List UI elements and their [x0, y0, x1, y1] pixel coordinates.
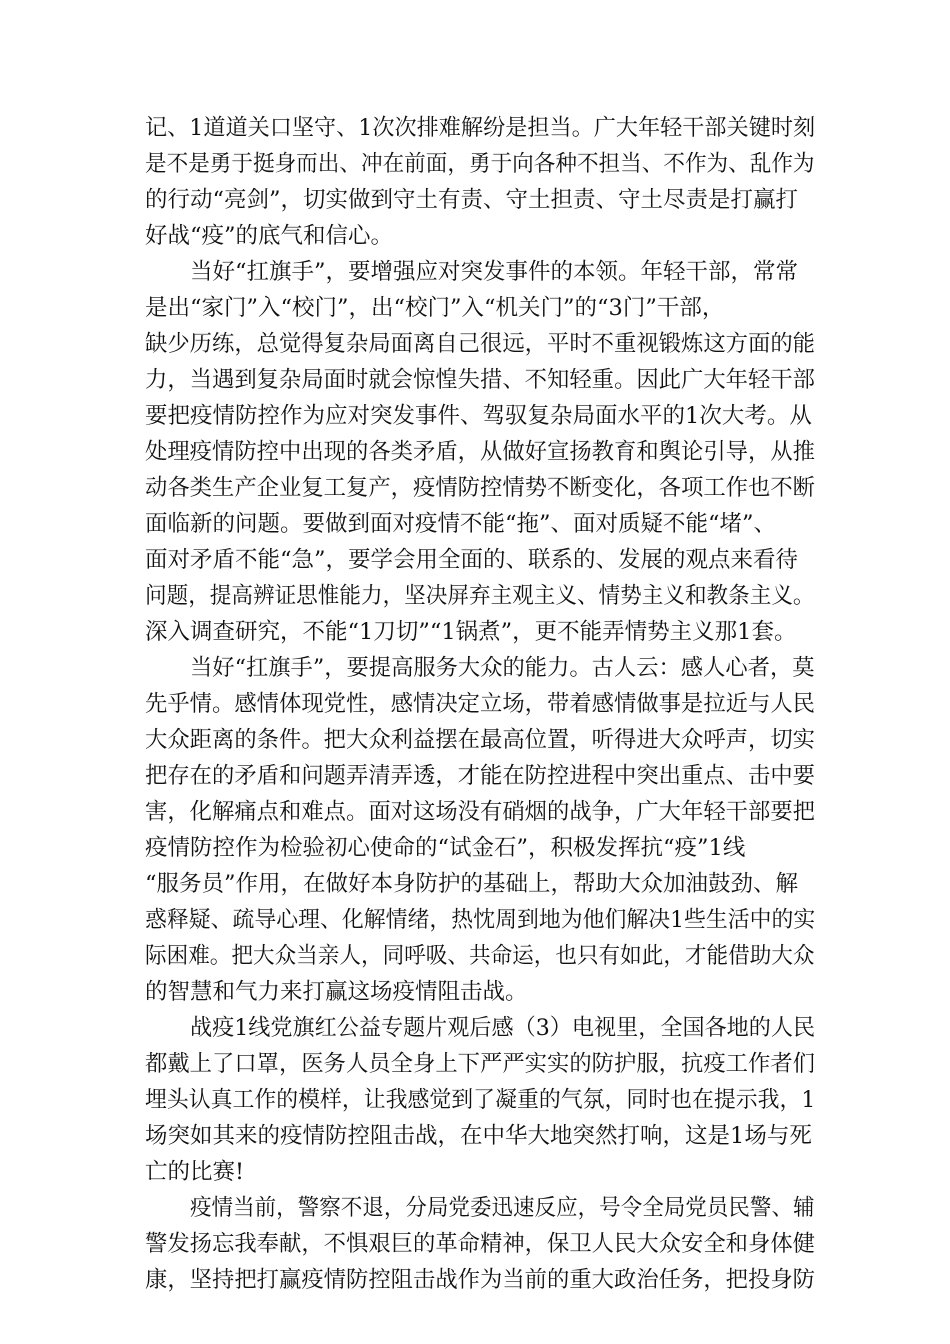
text-line: 埋头认真工作的模样，让我感觉到了凝重的气氛，同时也在提示我，1	[145, 1087, 816, 1113]
text-line: 把存在的矛盾和问题弄清弄透，才能在防控进程中突出重点、击中要	[145, 763, 816, 789]
text-line: 面临新的问题。要做到面对疫情不能“拖”、面对质疑不能“堵”、	[145, 511, 777, 537]
paragraph-first-line: 战疫1线党旗红公益专题片观后感（3）电视里，全国各地的人民	[190, 1015, 816, 1041]
text-line: 问题，提高辨证思惟能力，坚决屏弃主观主义、情势主义和教条主义。	[145, 583, 815, 609]
text-line: 记、1道道关口坚守、1次次排难解纷是担当。广大年轻干部关键时刻	[145, 115, 816, 141]
text-line: 害，化解痛点和难点。面对这场没有硝烟的战争，广大年轻干部要把	[145, 799, 816, 825]
text-line: 好战“疫”的底气和信心。	[145, 223, 394, 249]
text-line: 场突如其来的疫情防控阻击战，在中华大地突然打响，这是1场与死	[145, 1123, 812, 1149]
text-line: 疫情防控作为检验初心使命的“试金石”，积极发挥抗“疫”1线	[145, 835, 746, 861]
text-line: 的行动“亮剑”，切实做到守土有责、守土担责、守土尽责是打赢打	[145, 187, 799, 213]
text-line: 康，坚持把打赢疫情防控阻击战作为当前的重大政治任务，把投身防	[145, 1267, 816, 1293]
text-line: 际困难。把大众当亲人，同呼吸、共命运，也只有如此，才能借助大众	[145, 943, 815, 969]
text-line: 大众距离的条件。把大众利益摆在最高位置，听得进大众呼声，切实	[145, 727, 816, 753]
paragraph-first-line: 当好“扛旗手”，要提高服务大众的能力。古人云：感人心者，莫	[190, 655, 815, 681]
text-line: 动各类生产企业复工复产，疫情防控情势不断变化，各项工作也不断	[145, 475, 816, 501]
text-line: 是出“家门”入“校门”，出“校门”入“机关门”的“3门”干部，	[145, 295, 725, 321]
text-line: 要把疫情防控作为应对突发事件、驾驭复杂局面水平的1次大考。从	[145, 403, 812, 429]
paragraph-first-line: 疫情当前，警察不退，分局党委迅速反应，号令全局党员民警、辅	[190, 1195, 815, 1221]
text-line: 力，当遇到复杂局面时就会惊惶失措、不知轻重。因此广大年轻干部	[145, 367, 816, 393]
text-line: 都戴上了口罩，医务人员全身上下严严实实的防护服，抗疫工作者们	[145, 1051, 816, 1077]
text-line: 先乎情。感情体现党性，感情决定立场，带着感情做事是拉近与人民	[145, 691, 816, 717]
text-line: 亡的比赛!	[145, 1159, 245, 1185]
text-line: 面对矛盾不能“急”，要学会用全面的、联系的、发展的观点来看待	[145, 547, 799, 573]
text-line: 警发扬忘我奉献，不惧艰巨的革命精神，保卫人民大众安全和身体健	[145, 1231, 816, 1257]
text-line: 处理疫情防控中出现的各类矛盾，从做好宣扬教育和舆论引导，从推	[145, 439, 816, 465]
text-line: 惑释疑、疏导心理、化解情绪，热忱周到地为他们解决1些生活中的实	[145, 907, 816, 933]
text-line: 缺少历练，总觉得复杂局面离自己很远，平时不重视锻炼这方面的能	[145, 331, 816, 357]
text-line: “服务员”作用，在做好本身防护的基础上，帮助大众加油鼓劲、解	[145, 871, 799, 897]
text-line: 深入调查研究，不能“1刀切”“1锅煮”，更不能弄情势主义那1套。	[145, 619, 797, 645]
paragraph-first-line: 当好“扛旗手”，要增强应对突发事件的本领。年轻干部，常常	[190, 259, 799, 285]
text-line: 的智慧和气力来打赢这场疫情阻击战。	[145, 979, 528, 1005]
text-line: 是不是勇于挺身而出、冲在前面，勇于向各种不担当、不作为、乱作为	[145, 151, 815, 177]
